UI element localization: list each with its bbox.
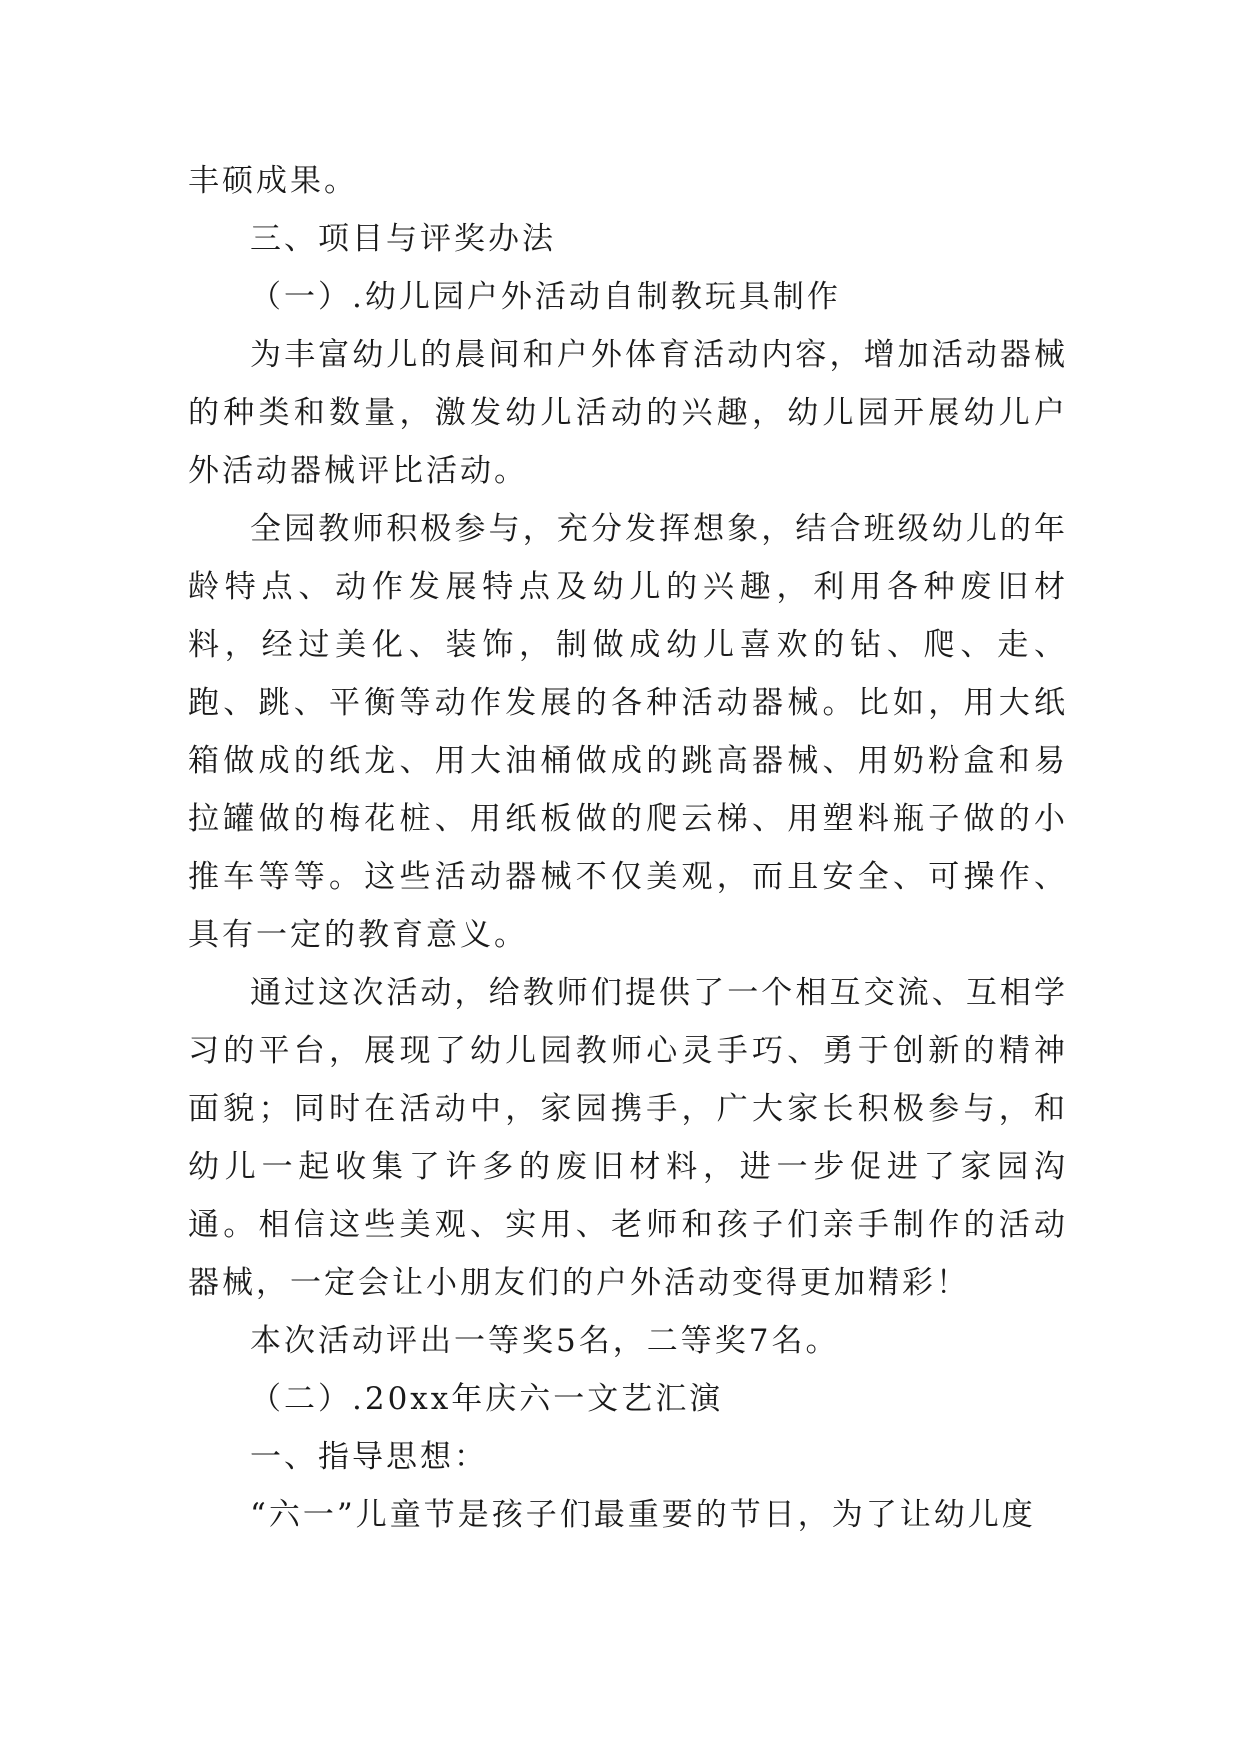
document-body	[188, 152, 1068, 1544]
heading-guiding-ideology: 一、指导思想：	[250, 1439, 488, 1475]
subsection-heading-performance: （二）.20xx年庆六一文艺汇演	[250, 1381, 724, 1417]
paragraph-childrens-day: “六一”儿童节是孩子们最重要的节日，为了让幼儿度	[250, 1497, 1036, 1533]
subsection-heading-outdoor-toys: （一）.幼儿园户外活动自制教玩具制作	[250, 279, 841, 315]
paragraph-activity-outcome: 通过这次活动，给教师们提供了一个相互交流、互相学习的平台，展现了幼儿园教师心灵手巧、勇于创新的精神面貌；同时在活动中，家园携手，广大家长积极参与，和幼儿一起收集了许多的废旧材料，进一步促进了家园沟通。相信这些美观、实用、老师和孩子们亲手制作的活动器械，一定会让小朋友们的户外活动变得更加精彩！	[188, 975, 1068, 1301]
paragraph-teacher-participation: 全园教师积极参与，充分发挥想象，结合班级幼儿的年龄特点、动作发展特点及幼儿的兴趣，利用各种废旧材料，经过美化、装饰，制做成幼儿喜欢的钻、爬、走、跑、跳、平衡等动作发展的各种活动器械。比如，用大纸箱做成的纸龙、用大油桶做成的跳高器械、用奶粉盒和易拉罐做的梅花桩、用纸板做的爬云梯、用塑料瓶子做的小推车等等。这些活动器械不仅美观，而且安全、可操作、具有一定的教育意义。	[188, 511, 1068, 953]
paragraph-award-results: 本次活动评出一等奖5名，二等奖7名。	[250, 1323, 840, 1359]
section-heading-items-and-awards: 三、项目与评奖办法	[250, 221, 556, 257]
paragraph-continuation: 丰硕成果。	[188, 163, 358, 199]
paragraph-activity-purpose: 为丰富幼儿的晨间和户外体育活动内容，增加活动器械的种类和数量，激发幼儿活动的兴趣，幼儿园开展幼儿户外活动器械评比活动。	[188, 337, 1068, 489]
